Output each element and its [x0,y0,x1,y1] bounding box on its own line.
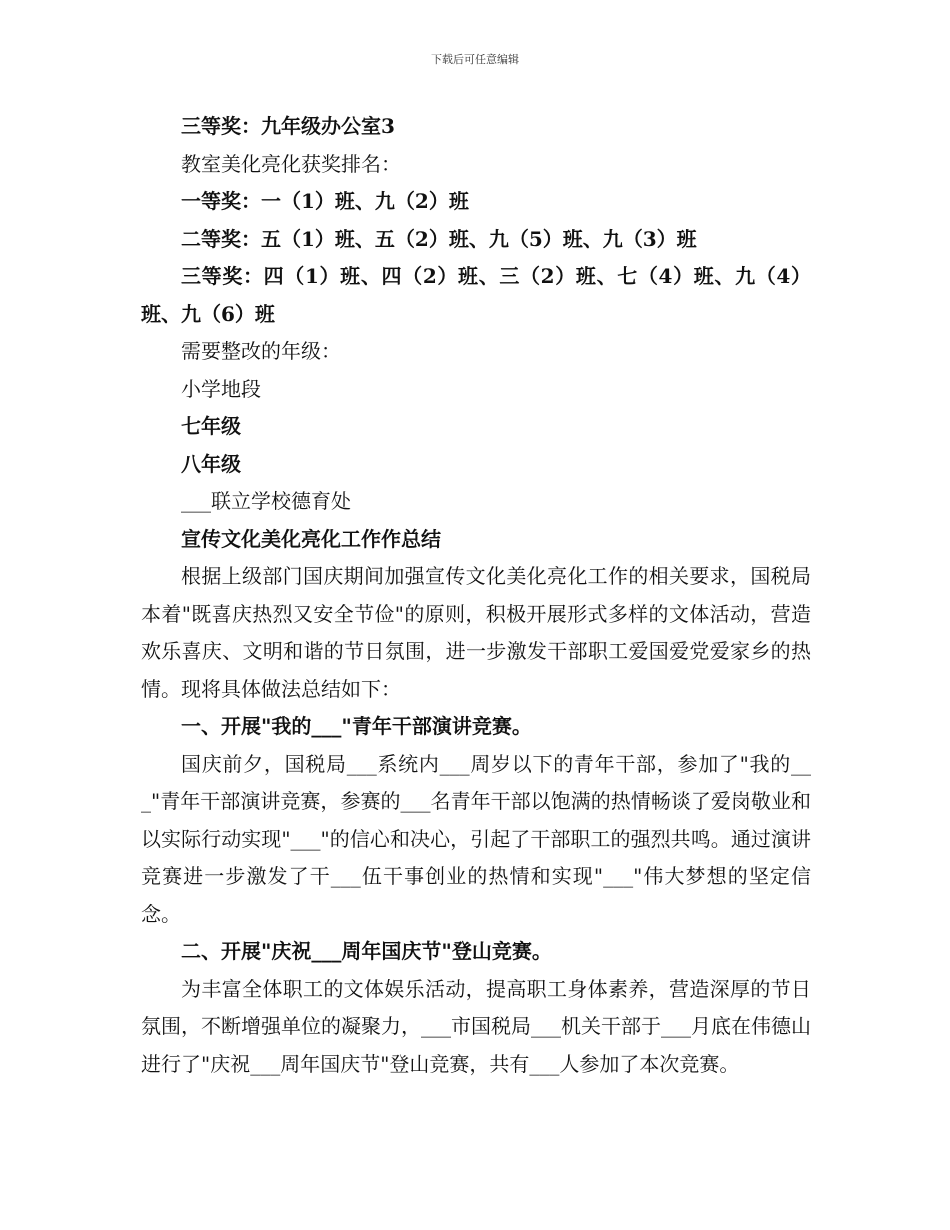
school-signature: ___联立学校德育处 [181,489,351,513]
grade-primary: 小学地段 [181,376,261,401]
award-third-office: 三等奖：九年级办公室3 [181,114,395,138]
classroom-ranking-heading: 教室美化亮化获奖排名： [181,151,401,176]
award-first-classes: 一等奖：一（1）班、九（2）班 [181,189,469,213]
grade-seven: 七年级 [181,414,241,438]
section-two-heading: 二、开展"庆祝___周年国庆节"登山竞赛。 [181,939,552,963]
award-third-classes: 三等奖：四（1）班、四（2）班、三（2）班、七（4）班、九（4）班、九（6）班 [141,264,811,326]
award-second-classes: 二等奖：五（1）班、五（2）班、九（5）班、九（3）班 [181,226,697,251]
section-one-body: 国庆前夕，国税局___系统内___周岁以下的青年干部，参加了"我的___"青年干部演讲竞赛，参赛的___名青年干部以饱满的热情畅谈了爱岗敬业和以实际行动实现"___"的信心和决心，引起了干部职工的强烈共鸣。通过演讲竞赛进一步激发了干___伍干事创业的热情和实现"___"伟大梦想的坚定信念。 [141,751,811,926]
rectify-grades-heading: 需要整改的年级： [181,339,341,363]
page-header-note: 下载后可任意编辑 [431,53,519,66]
section-two-body: 为丰富全体职工的文体娱乐活动，提高职工身体素养，营造深厚的节日氛围，不断增强单位的凝聚力，___市国税局___机关干部于___月底在伟德山进行了"庆祝___周年国庆节"登山竞赛，共有___人参加了本次竞赛。 [141,976,811,1076]
document-body [141,108,811,1083]
summary-title: 宣传文化美化亮化工作作总结 [181,526,441,551]
section-one-heading: 一、开展"我的___"青年干部演讲竞赛。 [181,714,532,738]
grade-eight: 八年级 [181,451,241,476]
summary-intro: 根据上级部门国庆期间加强宣传文化美化亮化工作的相关要求，国税局本着"既喜庆热烈又安全节俭"的原则，积极开展形式多样的文体活动，营造欢乐喜庆、文明和谐的节日氛围，进一步激发干部职工爱国爱党爱家乡的热情。现将具体做法总结如下： [141,564,811,701]
